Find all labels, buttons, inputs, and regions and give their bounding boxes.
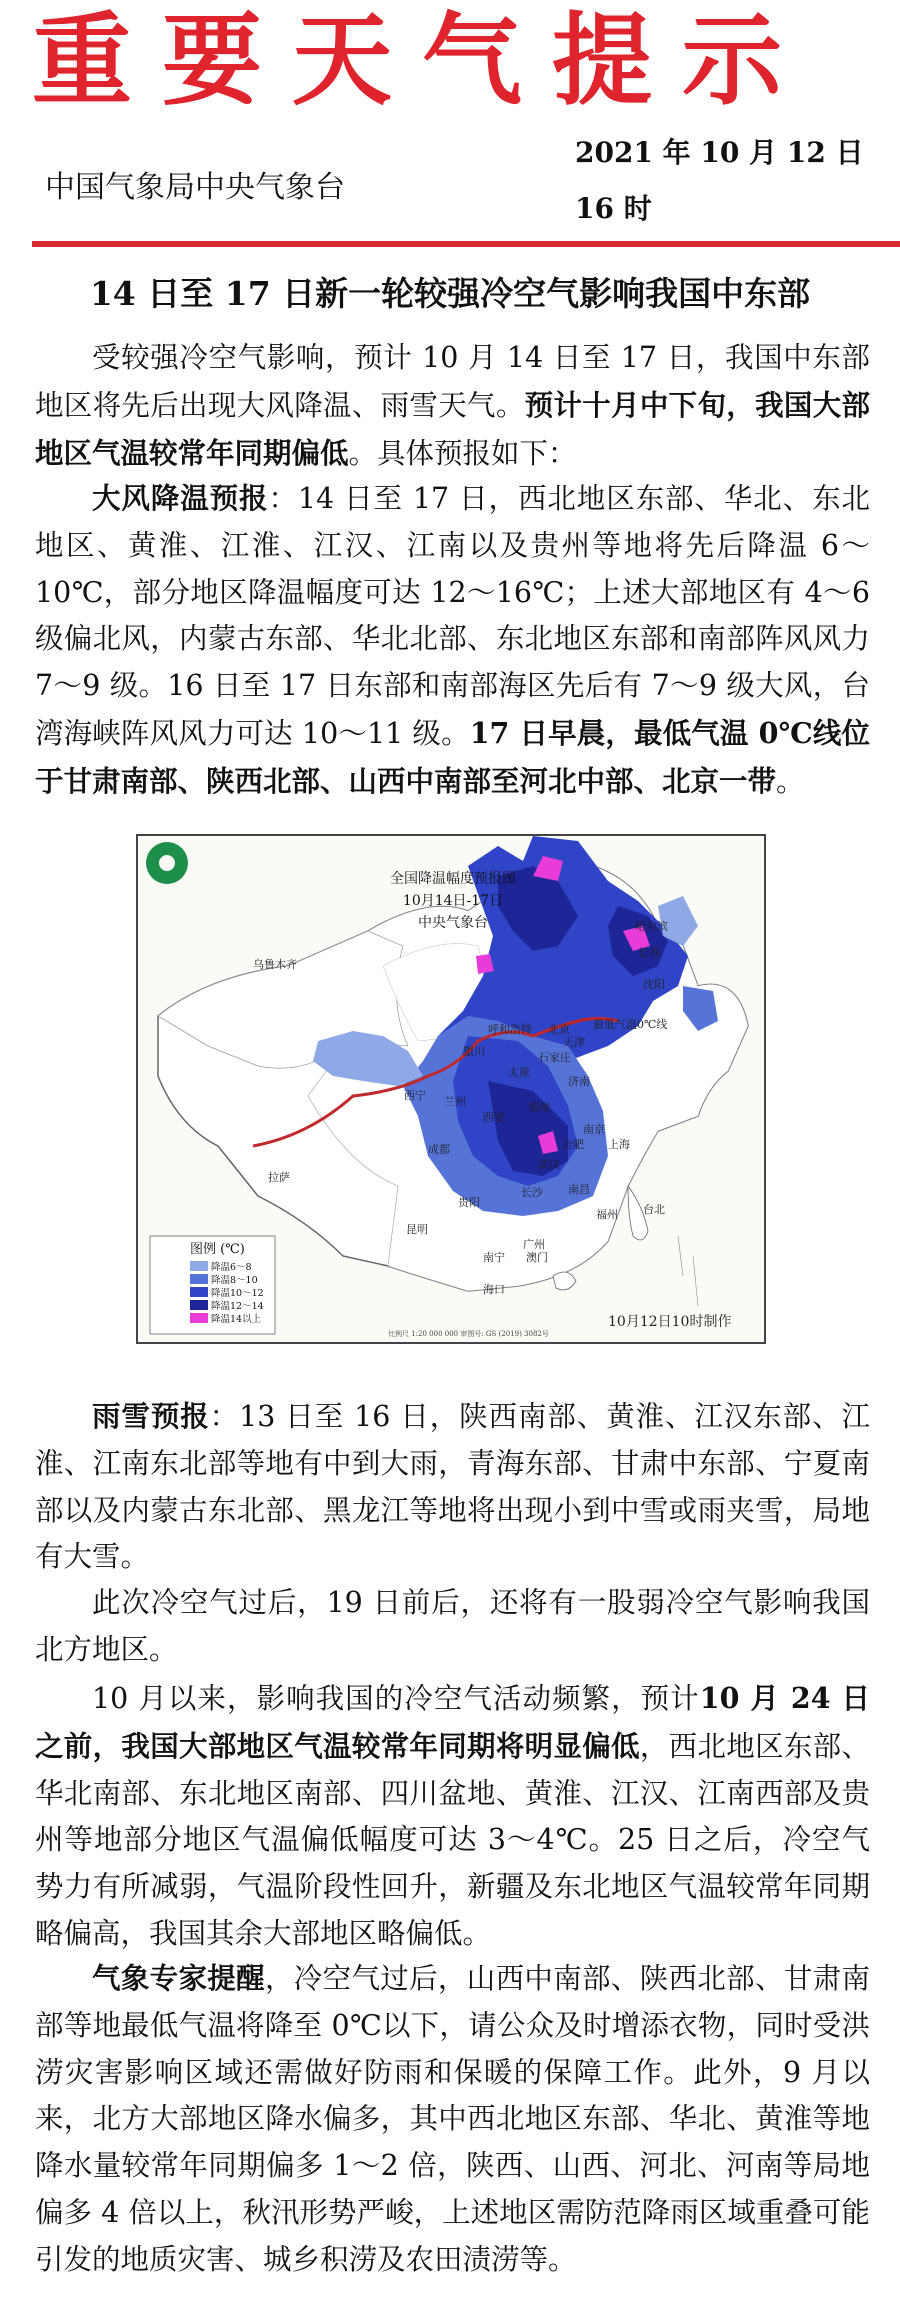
issuing-agency: 中国气象局中央气象台 bbox=[45, 170, 345, 205]
map-title-block bbox=[333, 868, 573, 934]
wind-cooling-emphasis: 17 日早晨，最低气温 0℃线位于甘肃南部、陕西北部、山西中南部至河北中部、北京一带 bbox=[35, 715, 870, 798]
issue-time: 2021 年 10 月 12 日 16 时 bbox=[575, 136, 864, 225]
contour-label: 最低气温0℃线 bbox=[593, 1018, 668, 1031]
map-footer-note: 比例尺 1:20 000 000 审图号: GS (2019) 3082号 bbox=[388, 1330, 549, 1338]
city-label: 北京 bbox=[548, 1023, 570, 1036]
rain-snow-text: ：13 日至 16 日，陕西南部、黄淮、江汉东部、江淮、江南东北部等地有中到大雨，青海东部、甘肃中东部、宁夏南部以及内蒙古东北部、黑龙江等地将出现小到中雪或雨夹雪，局地有大雪。 bbox=[35, 1400, 870, 1574]
city-label: 贵阳 bbox=[458, 1196, 480, 1209]
wind-cooling-text-end: 。 bbox=[776, 764, 805, 798]
october-text: 10 月以来，影响我国的冷空气活动频繁，预计 bbox=[92, 1682, 700, 1715]
legend-item bbox=[190, 1259, 270, 1272]
city-label: 南京 bbox=[583, 1123, 605, 1136]
map-date-range: 10月14日-17日 bbox=[402, 893, 504, 909]
legend-item bbox=[190, 1311, 270, 1324]
city-label: 郑州 bbox=[528, 1101, 550, 1114]
legend-swatch bbox=[190, 1300, 208, 1310]
legend-label: 降温12～14 bbox=[211, 1300, 264, 1312]
city-label: 西宁 bbox=[404, 1089, 426, 1102]
city-label: 天津 bbox=[563, 1036, 585, 1049]
wind-cooling-text: ：14 日至 17 日，西北地区东部、华北、东北地区、黄淮、江淮、江汉、江南以及贵州等地将先后降温 6～10℃，部分地区降温幅度可达 12～16℃；上述大部地区有 4～6 级偏北风，内蒙古东部、华北北部、东北地区东部和南部阵风风力 7～9 级。16 日至 17 日东部和南部海区先后有 7～9 级大风，台湾海峡阵风风力可达 10～11 级。 bbox=[35, 482, 870, 750]
city-label: 银川 bbox=[463, 1045, 485, 1058]
city-label: 海口 bbox=[483, 1283, 505, 1296]
city-label: 乌鲁木齐 bbox=[253, 958, 297, 971]
legend-swatch bbox=[190, 1313, 208, 1323]
wind-cooling-label: 大风降温预报 bbox=[92, 481, 269, 515]
legend-label: 降温14以上 bbox=[211, 1313, 262, 1325]
october-text-end: ，西北地区东部、华北南部、东北地区南部、四川盆地、黄淮、江汉、江南西部及贵州等地部分地区气温偏低幅度可达 3～4℃。25 日之后，冷空气势力有所减弱，气温阶段性回升，新疆及东北地区气温较常年同期略偏高，我国其余大部地区略偏低。 bbox=[35, 1729, 870, 1950]
intro-text: 受较强冷空气影响，预计 10 月 14 日至 17 日，我国中东部地区将先后出现大风降温、雨雪天气。 bbox=[35, 341, 870, 422]
legend-swatch bbox=[190, 1274, 208, 1284]
city-label: 西安 bbox=[483, 1111, 505, 1124]
masthead-title: 重要天气提示 bbox=[32, 1, 812, 119]
headline: 14 日至 17 日新一轮较强冷空气影响我国中东部 bbox=[89, 274, 811, 313]
legend-item bbox=[190, 1285, 270, 1298]
expert-advice-paragraph bbox=[35, 1955, 870, 2284]
rain-snow-label: 雨雪预报 bbox=[92, 1399, 210, 1433]
city-label: 澳门 bbox=[526, 1251, 548, 1264]
legend-swatch bbox=[190, 1287, 208, 1297]
follow-up-text: 此次冷空气过后，19 日前后，还将有一股弱冷空气影响我国北方地区。 bbox=[35, 1586, 870, 1666]
legend-item bbox=[190, 1298, 270, 1311]
follow-up-paragraph bbox=[35, 1580, 870, 1674]
map-title: 全国降温幅度预报图 bbox=[390, 871, 516, 887]
city-label: 武汉 bbox=[538, 1158, 560, 1171]
city-label: 兰州 bbox=[444, 1095, 466, 1108]
city-label: 台北 bbox=[643, 1203, 665, 1216]
cma-logo-icon bbox=[146, 842, 188, 884]
legend-swatch bbox=[190, 1261, 208, 1271]
legend-label: 降温8～10 bbox=[211, 1274, 258, 1286]
intro-text-end: 。具体预报如下： bbox=[348, 436, 577, 470]
city-label: 合肥 bbox=[562, 1138, 584, 1151]
legend-label: 降温6～8 bbox=[211, 1261, 252, 1273]
october-emphasis: 10 月 24 日之前，我国大部地区气温较常年同期将明显偏低 bbox=[35, 1681, 871, 1763]
map-issuer: 中央气象台 bbox=[418, 915, 488, 931]
city-label: 广州 bbox=[523, 1238, 545, 1251]
city-label: 拉萨 bbox=[268, 1171, 290, 1184]
city-label: 福州 bbox=[596, 1208, 618, 1221]
legend-title: 图例 (℃) bbox=[190, 1242, 245, 1257]
city-label: 呼和浩特 bbox=[488, 1023, 532, 1036]
intro-paragraph bbox=[35, 335, 870, 477]
cooling-forecast-map bbox=[136, 834, 766, 1344]
wind-cooling-paragraph bbox=[35, 475, 870, 806]
intro-emphasis: 预计十月中下旬，我国大部地区气温较常年同期偏低 bbox=[35, 387, 870, 470]
map-made-time: 10月12日10时制作 bbox=[608, 1314, 732, 1330]
header-divider bbox=[32, 241, 900, 247]
rain-snow-paragraph bbox=[35, 1393, 870, 1581]
city-label: 南宁 bbox=[483, 1251, 505, 1264]
city-label: 上海 bbox=[608, 1138, 630, 1151]
city-label: 长春 bbox=[638, 946, 660, 959]
city-label: 石家庄 bbox=[538, 1051, 571, 1064]
map-legend bbox=[190, 1241, 270, 1324]
legend-item bbox=[190, 1272, 270, 1285]
city-label: 南昌 bbox=[568, 1183, 590, 1196]
city-label: 太原 bbox=[508, 1066, 530, 1079]
legend-label: 降温10～12 bbox=[211, 1287, 264, 1299]
city-label: 长沙 bbox=[521, 1186, 543, 1199]
october-paragraph bbox=[35, 1675, 870, 1958]
city-label: 哈尔滨 bbox=[635, 920, 668, 933]
city-label: 成都 bbox=[428, 1143, 450, 1156]
city-label: 昆明 bbox=[406, 1223, 428, 1236]
expert-advice-text: ，冷空气过后，山西中南部、陕西北部、甘肃南部等地最低气温将降至 0℃以下，请公众及时增添衣物，同时受洪涝灾害影响区域还需做好防雨和保暖的保障工作。此外，9 月以来，北方大部地区降水偏多，其中西北地区东部、华北、黄淮等地降水量较常年同期偏多 1～2 倍，陕西、山西、河北、河南等局地偏多 4 倍以上，秋汛形势严峻，上述地区需防范降雨区域重叠可能引发的地质灾害、城乡积涝及农田渍涝等。 bbox=[35, 1962, 870, 2276]
expert-advice-label: 气象专家提醒 bbox=[92, 1961, 265, 1995]
city-label: 济南 bbox=[568, 1075, 590, 1088]
city-label: 沈阳 bbox=[643, 978, 665, 991]
